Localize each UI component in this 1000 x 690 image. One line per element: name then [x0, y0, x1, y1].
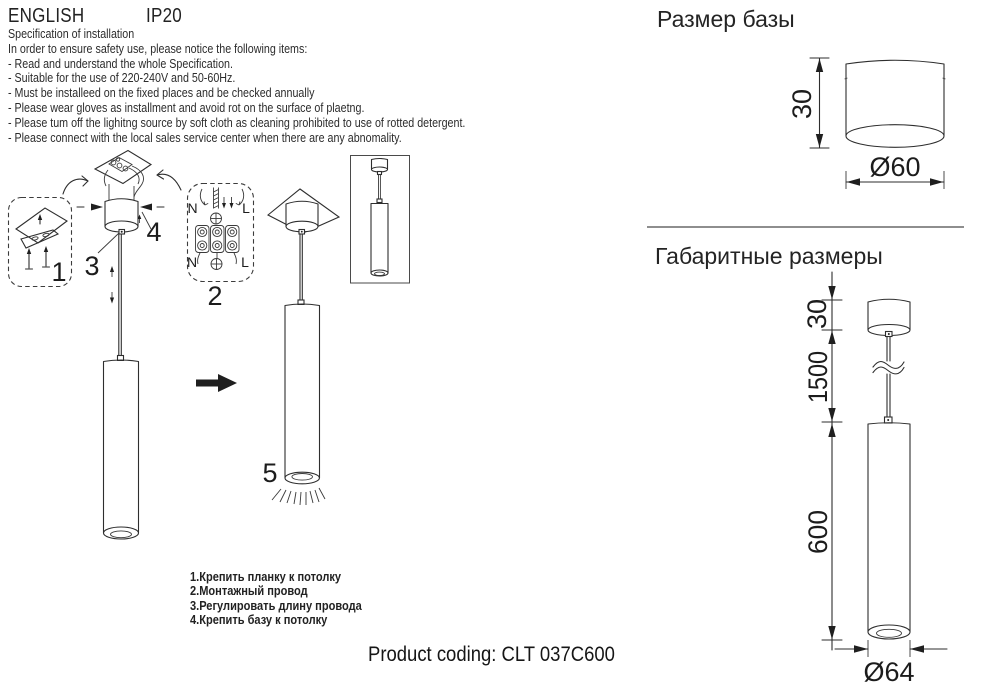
step-label-4: 4 [146, 217, 162, 247]
lamp-tube [104, 356, 139, 540]
pendant-drawing [868, 299, 910, 639]
base-size-title: Размер базы [657, 6, 795, 32]
spec-item: - Please tum off the lighitng source by soft cloth as cleaning prohibited to use of rotted detergent. [8, 115, 466, 130]
step-label-3: 3 [84, 251, 100, 281]
down-arrows [222, 197, 234, 209]
striped-cable [214, 188, 219, 209]
suspension-cord [110, 234, 121, 356]
callout-bracket [9, 198, 72, 288]
language-label: ENGLISH [8, 5, 85, 27]
screw-top [211, 213, 222, 224]
diameter-dimension [846, 152, 944, 189]
arrow-terminal-to-center [157, 170, 181, 190]
mounting-plate [95, 151, 151, 184]
spec-item: - Please wear gloves as installment and avoid rot on the surface of plaetng. [8, 100, 365, 115]
step-label-5: 5 [262, 458, 278, 488]
legend-block [190, 570, 362, 628]
light-rays [272, 488, 325, 505]
center-assembly [77, 151, 164, 540]
neutral-label-bottom: N [186, 254, 198, 270]
vertical-dimension-chain [802, 272, 842, 650]
ip-rating-label: IP20 [146, 5, 182, 27]
legend-item: 3.Регулировать длину провода [190, 597, 362, 613]
screws-sketch [26, 246, 50, 269]
cord-length-value: 1500 [803, 342, 833, 403]
base-size-diagram [770, 42, 970, 197]
spec-item: - Must be installeed on the fixed places and be checked annually [8, 86, 315, 101]
base-height-value: 30 [787, 88, 817, 120]
spec-item: - Please connect with the local sales service center when there are any abnomality. [8, 130, 402, 145]
step-label-1: 1 [51, 257, 67, 287]
base-cylinder [845, 60, 946, 147]
specification-block [8, 27, 465, 145]
screw-bottom [211, 259, 222, 270]
product-coding: Product coding: CLT 037C600 [368, 643, 615, 666]
overall-size-title: Габаритные размеры [655, 243, 883, 269]
live-label-top: L [242, 200, 250, 216]
incoming-wires [200, 189, 243, 205]
legend-item: 1.Крепить планку к потолку [190, 569, 342, 584]
legend-item: 2.Монтажный провод [190, 583, 308, 599]
next-step-arrow [196, 374, 237, 392]
section-divider [647, 226, 964, 228]
arrow-bracket-to-center [63, 176, 88, 194]
canopy-height-value: 30 [802, 298, 832, 330]
mounted-result [262, 189, 339, 505]
spec-title: Specification of installation [8, 27, 135, 41]
step-label-2: 2 [207, 281, 223, 311]
neutral-label-top: N [187, 200, 198, 216]
spec-intro: In order to ensure safety use, please notice the following items: [8, 41, 308, 56]
overall-size-diagram [770, 266, 970, 690]
body-length-value: 600 [803, 508, 833, 554]
callout-terminal [187, 184, 254, 312]
installation-diagram [0, 140, 460, 570]
product-inset [351, 156, 410, 284]
spec-item: - Read and understand the whole Specification. [8, 56, 233, 71]
tube-diameter-value: Ø64 [863, 657, 915, 687]
spec-item: - Suitable for the use of 220-240V and 50-60Hz. [8, 71, 236, 86]
bottom-diameter-dimension [835, 640, 947, 687]
height-dimension [787, 58, 829, 148]
legend-item: 4.Крепить базу к потолку [190, 612, 328, 628]
live-label-bottom: L [241, 254, 249, 270]
leader-3 [98, 233, 119, 253]
base-diameter-value: Ø60 [869, 152, 921, 182]
